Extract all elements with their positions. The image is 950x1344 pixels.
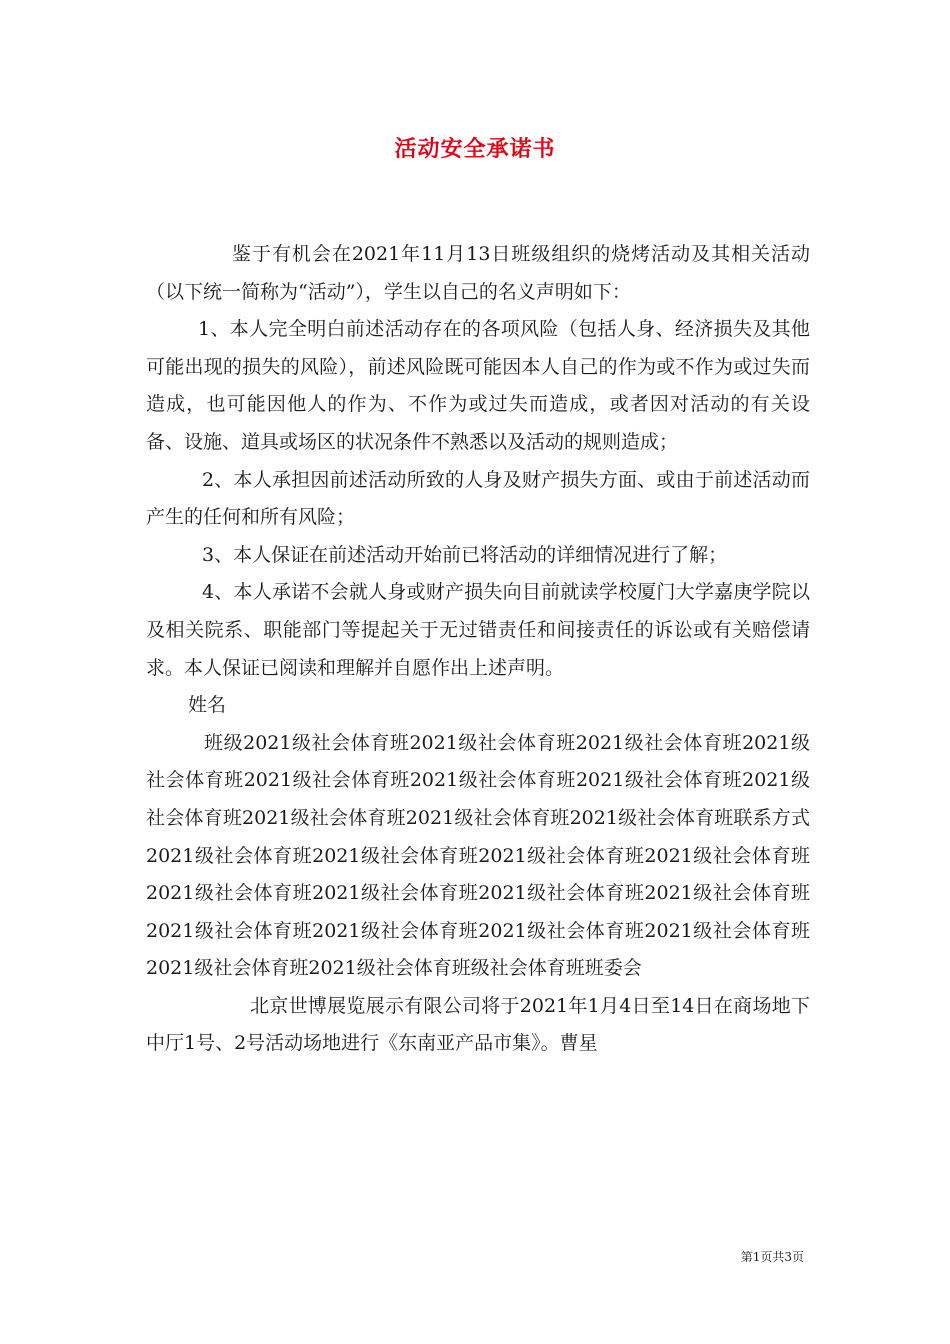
commitment-item-3: 3、本人保证在前述活动开始前已将活动的详细情况进行了解； xyxy=(202,543,728,566)
commitment-item-1: 1、本人完全明白前述活动存在的各项风险（包括人身、经济损失及其他可能出现的损失的风险），前述风险既可能因本人自己的作为或不作为或过失而造成，也可能因他人的作为、不作为或过失而造成，或者因对活动的有关设备、设施、道具或场区的状况条件不熟悉以及活动的规则造成； xyxy=(146,318,810,453)
commitment-item-2: 2、本人承担因前述活动所致的人身及财产损失方面、或由于前述活动而产生的任何和所有风险； xyxy=(146,468,810,529)
document-title: 活动安全承诺书 xyxy=(394,136,556,162)
class-info-block: 班级2021级社会体育班2021级社会体育班2021级社会体育班2021级社会体育班2021级社会体育班2021级社会体育班2021级社会体育班2021级社会体育班2021级社会体育班2021级社会体育班2021级社会体育班联系方式2021级社会体育班2021级社会体育班2021级社会体育班2021级社会体育班2021级社会体育班2021级社会体育班2021级社会体育班2021级社会体育班2021级社会体育班2021级社会体育班2021级社会体育班2021级社会体育班2021级社会体育班2021级社会体育班级社会体育班班委会 xyxy=(146,731,810,980)
document-body xyxy=(146,236,810,1063)
company-paragraph: 北京世博展览展示有限公司将于2021年1月4日至14日在商场地下中厅1号、2号活动场地进行《东南亚产品市集》。曹星 xyxy=(146,994,810,1055)
commitment-item-4: 4、本人承诺不会就人身或财产损失向目前就读学校厦门大学嘉庚学院以及相关院系、职能部门等提起关于无过错责任和间接责任的诉讼或有关赔偿请求。本人保证已阅读和理解并自愿作出上述声明。 xyxy=(146,581,810,679)
name-label: 姓名 xyxy=(188,694,227,717)
intro-paragraph: 鉴于有机会在2021年11月13日班级组织的烧烤活动及其相关活动（以下统一简称为“活动”），学生以自己的名义声明如下： xyxy=(146,243,810,303)
page-indicator: 第1页共3页 xyxy=(740,1250,804,1264)
